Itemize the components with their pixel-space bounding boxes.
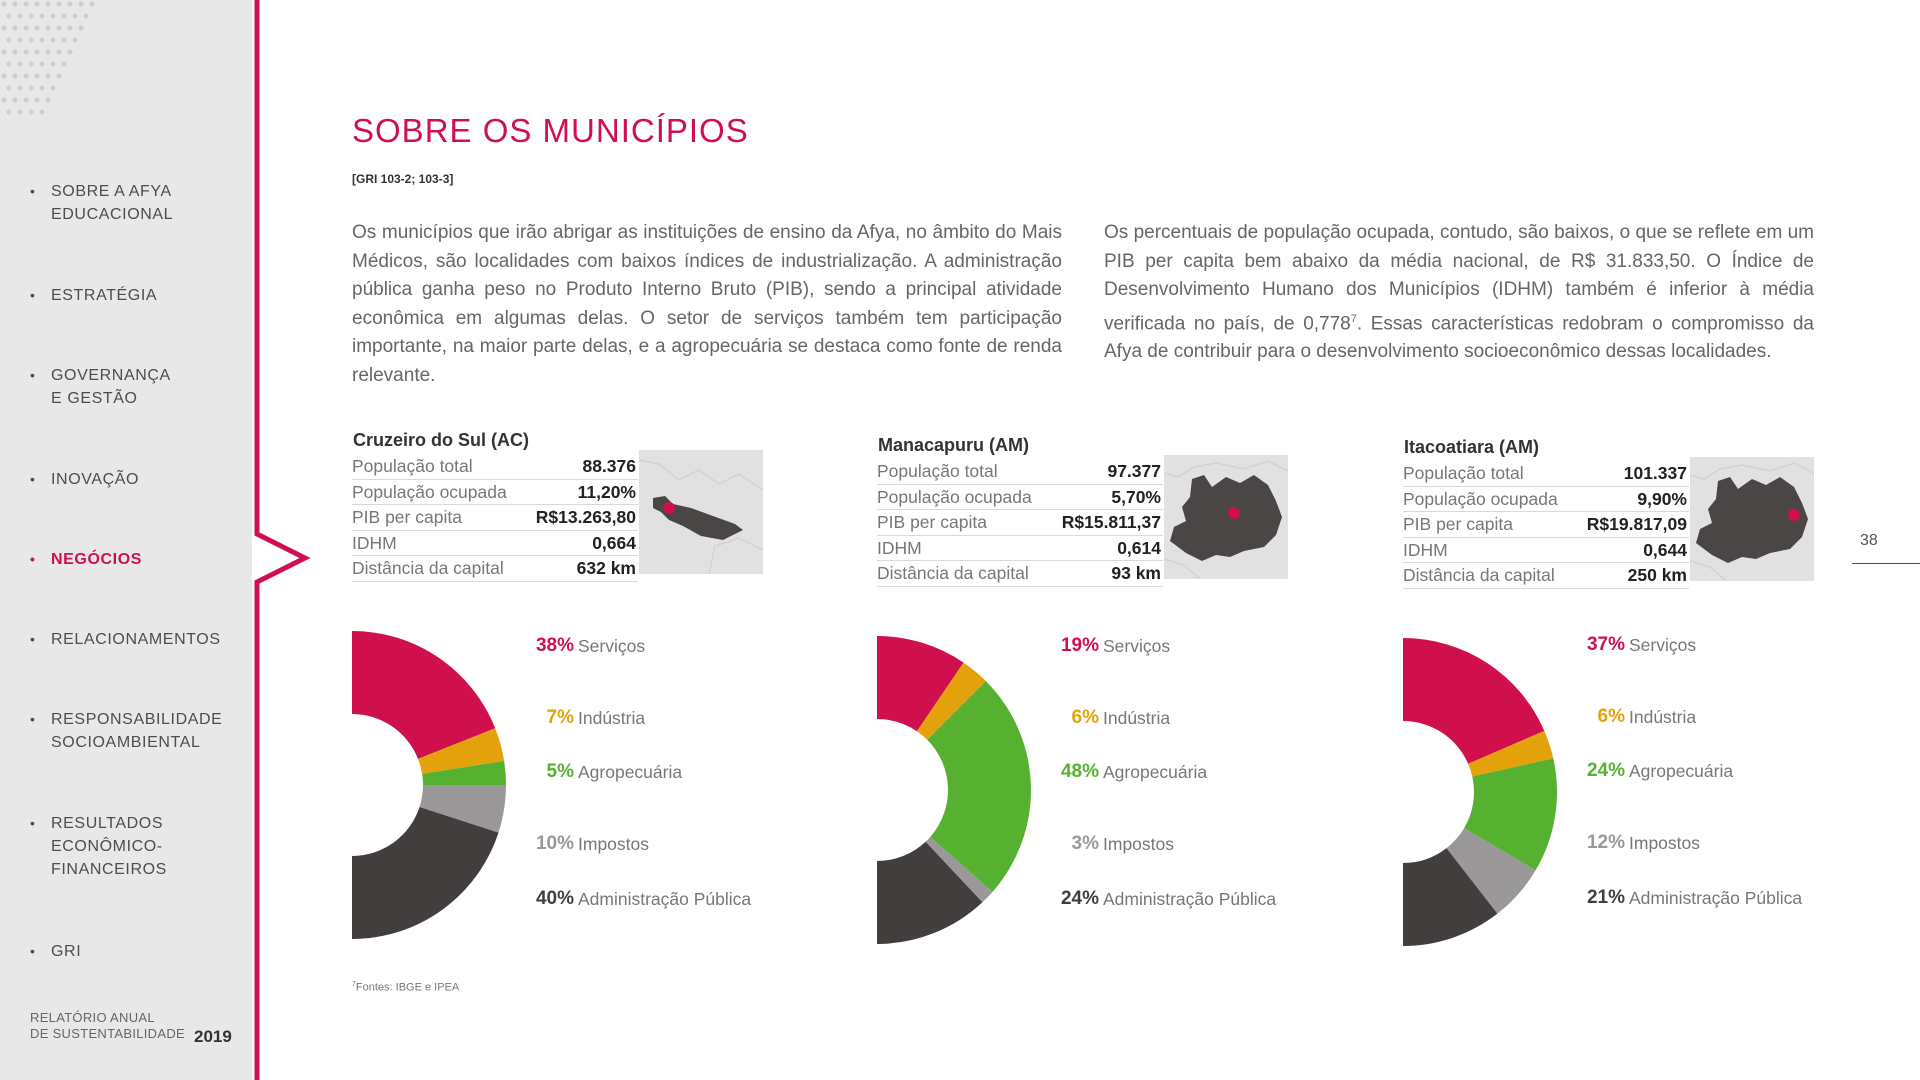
stats-table — [1403, 461, 1689, 589]
stat-row — [1403, 563, 1689, 589]
decor-dot — [12, 25, 17, 30]
stat-label: PIB per capita — [352, 507, 462, 527]
city-name: Manacapuru (AM) — [878, 435, 1030, 455]
decor-dot — [1, 1, 6, 6]
decor-dot — [34, 25, 39, 30]
legend-item-industria — [1563, 706, 1803, 736]
stat-row — [1403, 487, 1689, 513]
decor-dot — [45, 49, 50, 54]
legend-item-administracao — [1563, 887, 1803, 931]
page-number: 38 — [1860, 532, 1878, 549]
stat-label: População total — [352, 456, 473, 476]
decor-dot — [89, 1, 94, 6]
sidebar-item-responsabilidade[interactable] — [30, 708, 245, 754]
sidebar-item-gri[interactable] — [30, 940, 245, 963]
stat-label: IDHM — [1403, 539, 1448, 560]
stat-row — [877, 459, 1163, 485]
legend-label: Serviços — [1629, 635, 1697, 655]
stat-label: PIB per capita — [877, 512, 987, 532]
sidebar-item-relacionamentos[interactable] — [30, 628, 245, 651]
legend-label: Indústria — [1103, 708, 1171, 728]
stat-row — [352, 480, 638, 506]
legend-percent: 24% — [1060, 888, 1099, 909]
decor-dot — [6, 37, 11, 42]
legend-label: Agropecuária — [1103, 762, 1208, 782]
stat-value: 5,70% — [1111, 486, 1161, 507]
decor-dot — [67, 25, 72, 30]
decor-dot — [72, 37, 77, 42]
decor-dot — [28, 37, 33, 42]
decor-dot — [23, 49, 28, 54]
intro-paragraph-left: Os municípios que irão abrigar as instituições de ensino da Afya, no âmbito do Mais Médicos, são localidades com baixos índices de industrialização. A administração pública ganha peso no Produto Interno Bruto (PIB), sendo a principal atividade econômica em algumas delas. O setor de serviços também tem participação importante, na maior parte delas, e a agropecuária se destaca como fonte de renda relevante. — [352, 222, 1062, 386]
legend-percent: 10% — [535, 833, 574, 854]
stat-row — [877, 561, 1163, 587]
legend-percent: 37% — [1586, 634, 1625, 655]
sidebar-item-label: INOVAÇÃO — [51, 471, 140, 488]
bullet: • — [30, 287, 36, 303]
sidebar-border-arrow — [250, 0, 320, 1080]
legend-percent: 5% — [546, 761, 574, 782]
stat-row — [352, 505, 638, 531]
legend-label: Indústria — [1629, 707, 1697, 727]
legend-label: Impostos — [1103, 834, 1174, 854]
footnote-text: Fontes: IBGE e IPEA — [355, 981, 460, 994]
stat-label: População ocupada — [1403, 488, 1558, 509]
city-block-itacoatiara — [1403, 437, 1813, 977]
legend-item-administracao — [512, 888, 752, 932]
decor-dot — [67, 1, 72, 6]
stat-label: População total — [1403, 463, 1524, 483]
decor-dot — [45, 97, 50, 102]
decor-dot — [23, 73, 28, 78]
stat-value: 250 km — [1627, 565, 1687, 585]
footnote — [352, 981, 459, 994]
decor-dot — [17, 61, 22, 66]
decor-dot — [34, 97, 39, 102]
legend-label: Impostos — [578, 834, 649, 854]
decor-dot — [56, 25, 61, 30]
decor-dot — [28, 13, 33, 18]
acre-map-icon — [639, 450, 763, 574]
sidebar-item-label: GRI — [51, 943, 82, 960]
legend-item-industria — [512, 707, 752, 737]
decor-dot — [39, 37, 44, 42]
legend-percent: 24% — [1586, 760, 1625, 781]
bullet: • — [30, 815, 36, 831]
dot-pattern-decoration — [0, 0, 110, 125]
stat-value: R$15.811,37 — [1061, 512, 1161, 532]
legend-percent: 12% — [1586, 832, 1625, 853]
decor-dot — [56, 73, 61, 78]
decor-dot — [61, 61, 66, 66]
page-number-underline — [1852, 563, 1920, 564]
stat-value: 93 km — [1111, 563, 1161, 583]
amazonas-map-icon — [1690, 457, 1814, 581]
bullet: • — [30, 551, 36, 567]
decor-dot — [6, 61, 11, 66]
stat-label: IDHM — [877, 537, 922, 558]
stat-row — [352, 454, 638, 480]
decor-dot — [34, 49, 39, 54]
decor-dot — [17, 13, 22, 18]
bullet: • — [30, 711, 36, 727]
intro-paragraph-right — [1104, 219, 1814, 367]
decor-dot — [56, 49, 61, 54]
sidebar-item-label: GOVERNANÇA E GESTÃO — [51, 367, 171, 407]
legend-label: Administração Pública — [578, 889, 752, 909]
decor-dot — [17, 109, 22, 114]
decor-dot — [39, 61, 44, 66]
legend-item-agropecuaria — [1563, 760, 1803, 790]
sidebar-item-label: RESULTADOS ECONÔMICO- FINANCEIROS — [51, 815, 167, 878]
sidebar-item-governanca[interactable] — [30, 364, 245, 410]
decor-dot — [28, 85, 33, 90]
stat-value: 11,20% — [577, 481, 636, 502]
legend-label: Agropecuária — [1629, 761, 1734, 781]
stat-row — [877, 510, 1163, 536]
decor-dot — [1, 49, 6, 54]
legend-percent: 48% — [1060, 761, 1099, 782]
decor-dot — [23, 25, 28, 30]
legend-percent: 7% — [546, 707, 574, 728]
decor-dot — [23, 1, 28, 6]
sidebar-item-inovacao[interactable] — [30, 468, 245, 491]
decor-dot — [61, 13, 66, 18]
decor-dot — [17, 37, 22, 42]
stat-row — [1403, 538, 1689, 564]
stat-value: 97.377 — [1107, 461, 1161, 481]
legend-item-servicos — [1037, 635, 1277, 665]
stat-label: População ocupada — [877, 486, 1032, 507]
legend-item-servicos — [512, 635, 752, 665]
decor-dot — [12, 73, 17, 78]
gri-reference: [GRI 103-2; 103-3] — [352, 172, 454, 186]
decor-dot — [50, 61, 55, 66]
stat-row — [352, 556, 638, 582]
legend-label: Serviços — [578, 636, 646, 656]
decor-dot — [45, 73, 50, 78]
stats-table — [352, 454, 638, 582]
stat-value: 88.376 — [582, 456, 636, 476]
legend-percent: 40% — [535, 888, 574, 909]
legend-item-administracao — [1037, 888, 1277, 932]
legend-label: Agropecuária — [578, 762, 683, 782]
stat-value: 0,644 — [1643, 539, 1687, 560]
stat-row — [352, 531, 638, 557]
stat-row — [877, 485, 1163, 511]
sector-donut-chart — [877, 635, 1037, 945]
sidebar-item-estrategia[interactable] — [30, 284, 245, 307]
decor-dot — [6, 109, 11, 114]
legend-label: Indústria — [578, 708, 646, 728]
donut-slice-administracao-publica — [352, 807, 498, 939]
stat-row — [1403, 461, 1689, 487]
decor-dot — [12, 97, 17, 102]
decor-dot — [28, 109, 33, 114]
legend-item-agropecuaria — [1037, 761, 1277, 791]
decor-dot — [23, 97, 28, 102]
decor-dot — [1, 25, 6, 30]
legend-item-agropecuaria — [512, 761, 752, 791]
decor-dot — [6, 13, 11, 18]
decor-dot — [83, 13, 88, 18]
decor-dot — [34, 1, 39, 6]
sidebar-item-resultados[interactable] — [30, 812, 245, 881]
report-year: 2019 — [194, 1027, 232, 1046]
decor-dot — [1, 97, 6, 102]
legend-item-impostos — [1563, 832, 1803, 862]
stat-value: 632 km — [576, 558, 636, 578]
sidebar — [0, 0, 252, 1080]
legend-item-impostos — [512, 833, 752, 863]
decor-dot — [1, 73, 6, 78]
city-block-manacapuru — [877, 435, 1287, 975]
legend-item-servicos — [1563, 634, 1803, 664]
legend-percent: 6% — [1071, 707, 1099, 728]
stat-label: IDHM — [352, 532, 397, 553]
decor-dot — [45, 1, 50, 6]
sector-donut-chart — [352, 630, 512, 940]
stat-value: R$19.817,09 — [1586, 514, 1687, 534]
sidebar-item-label: SOBRE A AFYA EDUCACIONAL — [51, 183, 174, 223]
report-label: RELATÓRIO ANUAL DE SUSTENTABILIDADE — [30, 1010, 185, 1041]
amazonas-map-icon — [1164, 455, 1288, 579]
stat-value: 0,614 — [1117, 537, 1161, 558]
paragraph-text: . Essas características redobram o compromisso da Afya de contribuir para o desenvolvimento socioeconômico dessas localidades. — [1104, 312, 1814, 363]
bullet: • — [30, 943, 36, 959]
stat-value: 101.337 — [1623, 463, 1687, 483]
decor-dot — [39, 109, 44, 114]
stat-value: 0,664 — [592, 532, 636, 553]
decor-dot — [67, 49, 72, 54]
decor-dot — [78, 1, 83, 6]
decor-dot — [12, 49, 17, 54]
legend-percent: 6% — [1597, 706, 1625, 727]
stat-value: 9,90% — [1637, 488, 1687, 509]
legend-percent: 38% — [535, 635, 574, 656]
legend-percent: 19% — [1060, 635, 1099, 656]
bullet: • — [30, 631, 36, 647]
stat-label: Distância da capital — [877, 563, 1029, 583]
sidebar-item-sobre-a-afya[interactable] — [30, 180, 245, 226]
decor-dot — [6, 85, 11, 90]
stat-row — [1403, 512, 1689, 538]
legend-item-industria — [1037, 707, 1277, 737]
page-title: SOBRE OS MUNICÍPIOS — [352, 112, 749, 149]
stat-label: População total — [877, 461, 998, 481]
paragraph-text: Os percentuais de população ocupada, contudo, são baixos, o que se reflete em um PIB per capita bem abaixo da média nacional, de R$ 31.833,50. O Índice de Desenvolvimento Humano dos Municípios (IDHM) também é inferior à média verificada no país, de 0,778 — [1104, 222, 1814, 334]
decor-dot — [56, 1, 61, 6]
decor-dot — [78, 25, 83, 30]
stat-label: Distância da capital — [1403, 565, 1555, 585]
legend-percent: 3% — [1071, 833, 1099, 854]
decor-dot — [12, 1, 17, 6]
stat-label: PIB per capita — [1403, 514, 1513, 534]
stats-table — [877, 459, 1163, 587]
decor-dot — [45, 25, 50, 30]
legend-label: Impostos — [1629, 833, 1700, 853]
footnote-ref: 7 — [1350, 312, 1357, 325]
footnote-marker: 7 — [352, 981, 356, 988]
stat-value: R$13.263,80 — [535, 507, 636, 527]
bullet: • — [30, 367, 36, 383]
sidebar-item-label: RESPONSABILIDADE SOCIOAMBIENTAL — [51, 711, 223, 751]
stat-label: Distância da capital — [352, 558, 504, 578]
legend-label: Serviços — [1103, 636, 1171, 656]
decor-dot — [50, 37, 55, 42]
sidebar-item-label: NEGÓCIOS — [51, 551, 143, 568]
sidebar-item-negocios[interactable] — [30, 548, 245, 571]
city-block-cruzeiro-do-sul — [352, 430, 762, 970]
decor-dot — [39, 13, 44, 18]
decor-dot — [61, 37, 66, 42]
decor-dot — [39, 85, 44, 90]
decor-dot — [28, 61, 33, 66]
legend-item-impostos — [1037, 833, 1277, 863]
decor-dot — [50, 13, 55, 18]
decor-dot — [17, 85, 22, 90]
bullet: • — [30, 471, 36, 487]
legend-label: Administração Pública — [1103, 889, 1277, 909]
bullet: • — [30, 183, 36, 199]
sidebar-item-label: RELACIONAMENTOS — [51, 631, 221, 648]
legend-percent: 21% — [1586, 887, 1625, 908]
decor-dot — [50, 85, 55, 90]
decor-dot — [72, 13, 77, 18]
sector-donut-chart — [1403, 637, 1563, 947]
legend-label: Administração Pública — [1629, 888, 1803, 908]
city-name: Itacoatiara (AM) — [1404, 437, 1540, 457]
sidebar-item-label: ESTRATÉGIA — [51, 287, 158, 304]
decor-dot — [34, 73, 39, 78]
stat-label: População ocupada — [352, 481, 507, 502]
stat-row — [877, 536, 1163, 562]
city-name: Cruzeiro do Sul (AC) — [353, 430, 529, 450]
